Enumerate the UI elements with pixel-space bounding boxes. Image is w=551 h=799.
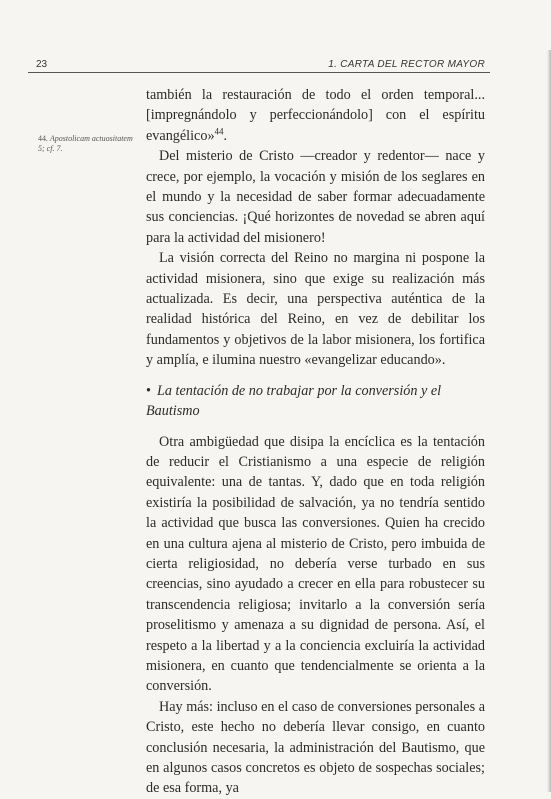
page-number: 23 xyxy=(36,59,48,70)
subheading-text: La tentación de no trabajar por la conversión y el Bautismo xyxy=(146,382,442,420)
paragraph-text: también la restauración de todo el orden temporal... [impregnándolo y perfeccionándolo] con el espíritu evangélico» xyxy=(146,87,485,144)
paragraph-continued xyxy=(146,85,485,146)
footnote-text: Apostolicam actuositatem 5; cf. 7. xyxy=(38,134,133,153)
margin-note: 44. Apostolicam actuositatem 5; cf. 7. xyxy=(38,134,133,153)
footnote-ref: 44 xyxy=(214,126,224,137)
running-head: 1. CARTA DEL RECTOR MAYOR xyxy=(328,59,485,70)
header-rule xyxy=(28,72,490,73)
page-header xyxy=(28,59,485,73)
paragraph: Hay más: incluso en el caso de conversiones personales a Cristo, este hecho no debería llevar consigo, en cuanto conclusión necesaria, la administración del Bautismo, que en algunos casos concretos es objeto de sospechas sociales; de esa forma, ya xyxy=(146,698,485,797)
paragraph: La visión correcta del Reino no margina ni pospone la actividad misionera, sino que exige su realización más actualizada. Es decir, una perspectiva auténtica de la realidad histórica del Reino, en vez de debilitar los fundamentos y objetivos de la labor misionera, los fortifica y amplía, e ilumina nuestro «evangelizar educando». xyxy=(146,250,485,369)
footnote-number: 44 xyxy=(38,134,46,143)
paragraph: Del misterio de Cristo —creador y redentor— nace y crece, por ejemplo, la vocación y misión de los seglares en el mundo y la necesidad de saber formar adecuadamente sus conciencias. ¡Qué horizontes de novedad se abren aquí para la actividad del misionero! xyxy=(146,148,485,246)
bullet-icon: • xyxy=(146,382,151,399)
main-text xyxy=(146,85,485,799)
page-edge-shadow xyxy=(547,50,551,792)
section-subheading xyxy=(146,381,485,422)
paragraph: Otra ambigüedad que disipa la encíclica es la tentación de reducir el Cristianismo a una especie de religión equivalente: una de tantas. Y, dado que en toda religión existiría la posibilidad de salvación, ya no tendría sentido la actividad que busca las conversiones. Quien ha crecido en una cultura ajena al misterio de Cristo, pero imbuida de cierta religiosidad, no debería verse turbado en sus creencias, sino ayudado a crecer en ella para robustecer su transcendencia religiosa; invitarlo a la conversión sería proselitismo y amenaza a su dignidad de persona. Así, el respeto a la libertad y a la conciencia excluiría la actividad misionera, en cuanto que tendencialmente se orienta a la conversión. xyxy=(146,433,485,695)
paragraph-tail: . xyxy=(223,127,228,144)
